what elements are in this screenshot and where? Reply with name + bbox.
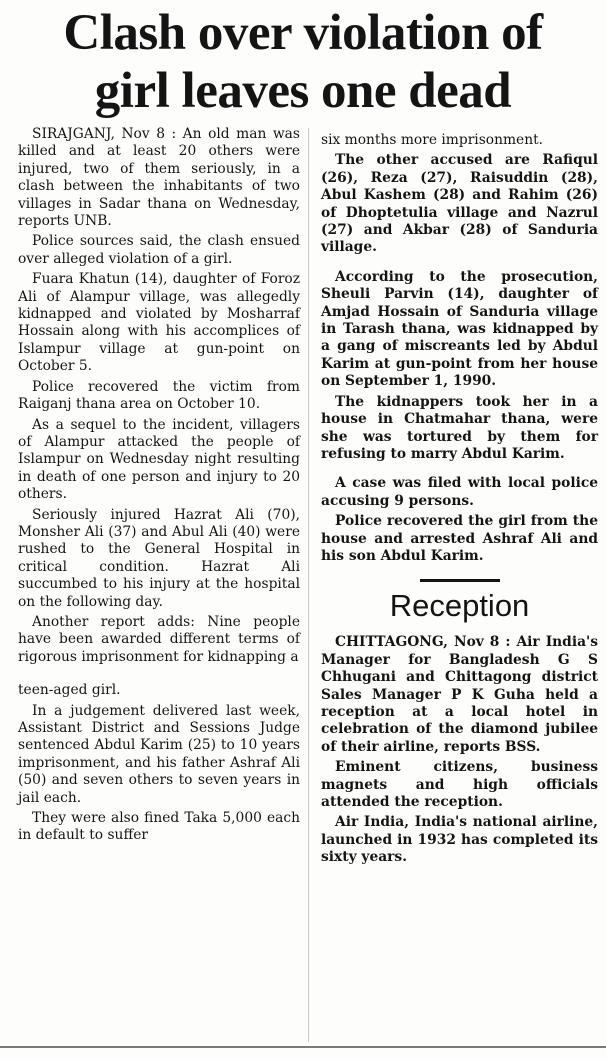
- article-paragraph: Seriously injured Hazrat Ali (70), Monsher Ali (37) and Abul Ali (40) were rushed to the General Hospital in critical condition. Hazrat Ali succumbed to his injury at the hospital on the following day.: [18, 506, 300, 610]
- article-paragraph: SIRAJGANJ, Nov 8 : An old man was killed and at least 20 others were injured, two of them seriously, in a clash between the inhabitants of two villages in Sadar thana on Wednesday, reports UNB.: [18, 126, 300, 230]
- article-paragraph: Fuara Khatun (14), daughter of Foroz Ali of Alampur village, was allegedly kidnapped and violated by Mosharraf Hossain along with his accomplices of Islampur village at gun-point on October 5.: [18, 271, 300, 375]
- headline: [0, 4, 606, 120]
- article-paragraph: Police recovered the victim from Raiganj thana area on October 10.: [18, 378, 300, 413]
- article-paragraph: In a judgement delivered last week, Assistant District and Sessions Judge sentenced Abdul Karim (25) to 10 years imprisonment, and his father Ashraf Ali (50) and seven others to seven years in jail each.: [18, 702, 300, 806]
- reception-title: Reception: [389, 588, 530, 624]
- article-paragraph: six months more imprisonment.: [321, 132, 544, 148]
- article-paragraph: According to the prosecution, Sheuli Parvin (14), daughter of Amjad Hossain of Sanduria village in Tarash thana, was kidnapped by a gang of miscreants led by Abdul Karim at gun-point from her house on September 1, 1990.: [321, 268, 598, 390]
- article-paragraph: teen-aged girl.: [18, 682, 121, 699]
- article-paragraph: The kidnappers took her in a house in Chatmahar thana, were she was tortured by them for refusing to marry Abdul Karim.: [321, 393, 598, 462]
- article-paragraph: A case was filed with local police accusing 9 persons.: [321, 475, 598, 509]
- article-column-2: [321, 132, 598, 870]
- reception-paragraph: Eminent citizens, business magnets and high officials attended the reception.: [321, 759, 598, 810]
- reception-paragraph: Air India, India's national airline, launched in 1932 has completed its sixty years.: [321, 814, 598, 866]
- article-paragraph: The other accused are Rafiqul (26), Reza (27), Raisuddin (28), Abul Kashem (28) and Rahim (26) of Dhoptetulia village and Nazrul (27) and Akbar (28) of Sanduria village.: [321, 152, 598, 256]
- headline-line-1: Clash over violation of: [63, 5, 543, 61]
- article-paragraph: As a sequel to the incident, villagers of Alampur attacked the people of Islampur on Wednesday night resulting in death of one person and injury to 20 others.: [18, 416, 300, 503]
- section-divider: [420, 579, 500, 582]
- article-column-1: [18, 126, 300, 848]
- column-divider: [308, 128, 309, 1042]
- article-paragraph: They were also fined Taka 5,000 each in default to suffer: [18, 810, 300, 844]
- article-paragraph: Another report adds: Nine people have been awarded different terms of rigorous imprisonment for kidnapping a: [18, 613, 300, 665]
- reception-paragraph: CHITTAGONG, Nov 8 : Air India's Manager for Bangladesh G S Chhugani and Chittagong district Sales Manager P K Guha held a reception at a local hotel in celebration of the diamond jubilee of their airline, reports BSS.: [321, 634, 598, 755]
- article-paragraph: Police sources said, the clash ensued over alleged violation of a girl.: [18, 233, 300, 267]
- bottom-rule: [0, 1046, 606, 1048]
- article-paragraph: Police recovered the girl from the house and arrested Ashraf Ali and his son Abdul Karim.: [321, 513, 598, 564]
- headline-line-2: girl leaves one dead: [94, 63, 512, 119]
